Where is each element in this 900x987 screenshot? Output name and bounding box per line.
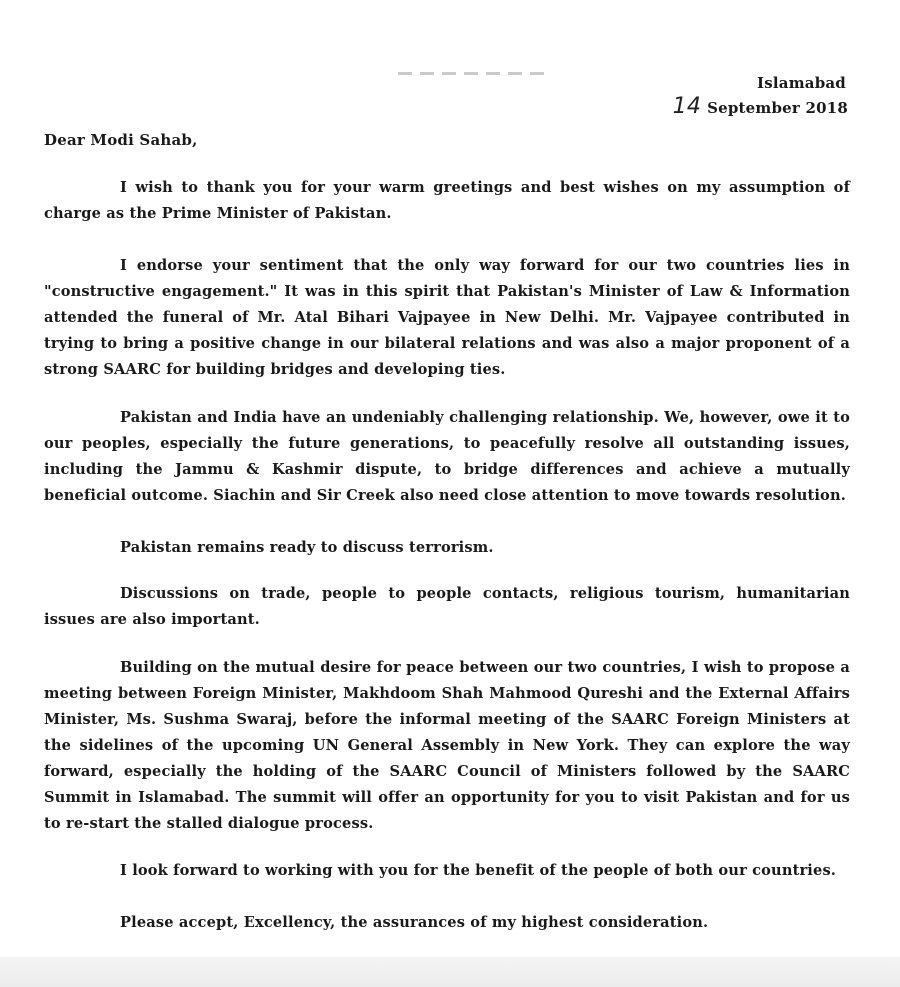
paragraph-relationship: Pakistan and India have an undeniably challenging relationship. We, however, owe it to our peoples, especially the future generations, to peacefully resolve all outstanding issues, including the Jammu & Kashmir dispute, to bridge differences and achieve a mutually beneficial outcome. Siachin and Sir Creek also need close attention to move towards resolution.	[44, 409, 850, 504]
handwritten-day: 14	[672, 94, 702, 119]
date-month-year: September 2018	[707, 99, 848, 117]
salutation: Dear Modi Sahab,	[44, 131, 198, 149]
paragraph-engagement: I endorse your sentiment that the only way forward for our two countries lies in "constructive engagement." It was in this spirit that Pakistan's Minister of Law & Information attended the funeral of Mr. Atal Bihari Vajpayee in New Delhi. Mr. Vajpayee contributed in trying to bring a positive change in our bilateral relations and was also a major proponent of a strong SAARC for building bridges and developing ties.	[44, 257, 850, 378]
paragraph-thanks: I wish to thank you for your warm greetings and best wishes on my assumption of charge as the Prime Minister of Pakistan.	[44, 179, 850, 222]
letter-date	[673, 94, 848, 119]
paragraph-closing: Please accept, Excellency, the assurances of my highest consideration.	[120, 914, 709, 931]
paragraph-terrorism: Pakistan remains ready to discuss terrorism.	[120, 539, 494, 556]
paragraph-look-forward: I look forward to working with you for the benefit of the people of both our countries.	[120, 862, 837, 879]
faded-letterhead	[398, 72, 548, 75]
paragraph-proposal: Building on the mutual desire for peace between our two countries, I wish to propose a meeting between Foreign Minister, Makhdoom Shah Mahmood Qureshi and the External Affairs Minister, Ms. Sushma Swaraj, before the informal meeting of the SAARC Foreign Ministers at the sidelines of the upcoming UN General Assembly in New York. They can explore the way forward, especially the holding of the SAARC Council of Ministers followed by the SAARC Summit in Islamabad. The summit will offer an opportunity for you to visit Pakistan and for us to re-start the stalled dialogue process.	[44, 659, 850, 832]
page-bottom-edge	[0, 957, 900, 987]
paragraph-trade: Discussions on trade, people to people contacts, religious tourism, humanitarian issues are also important.	[44, 585, 850, 628]
letter-place: Islamabad	[757, 74, 846, 92]
